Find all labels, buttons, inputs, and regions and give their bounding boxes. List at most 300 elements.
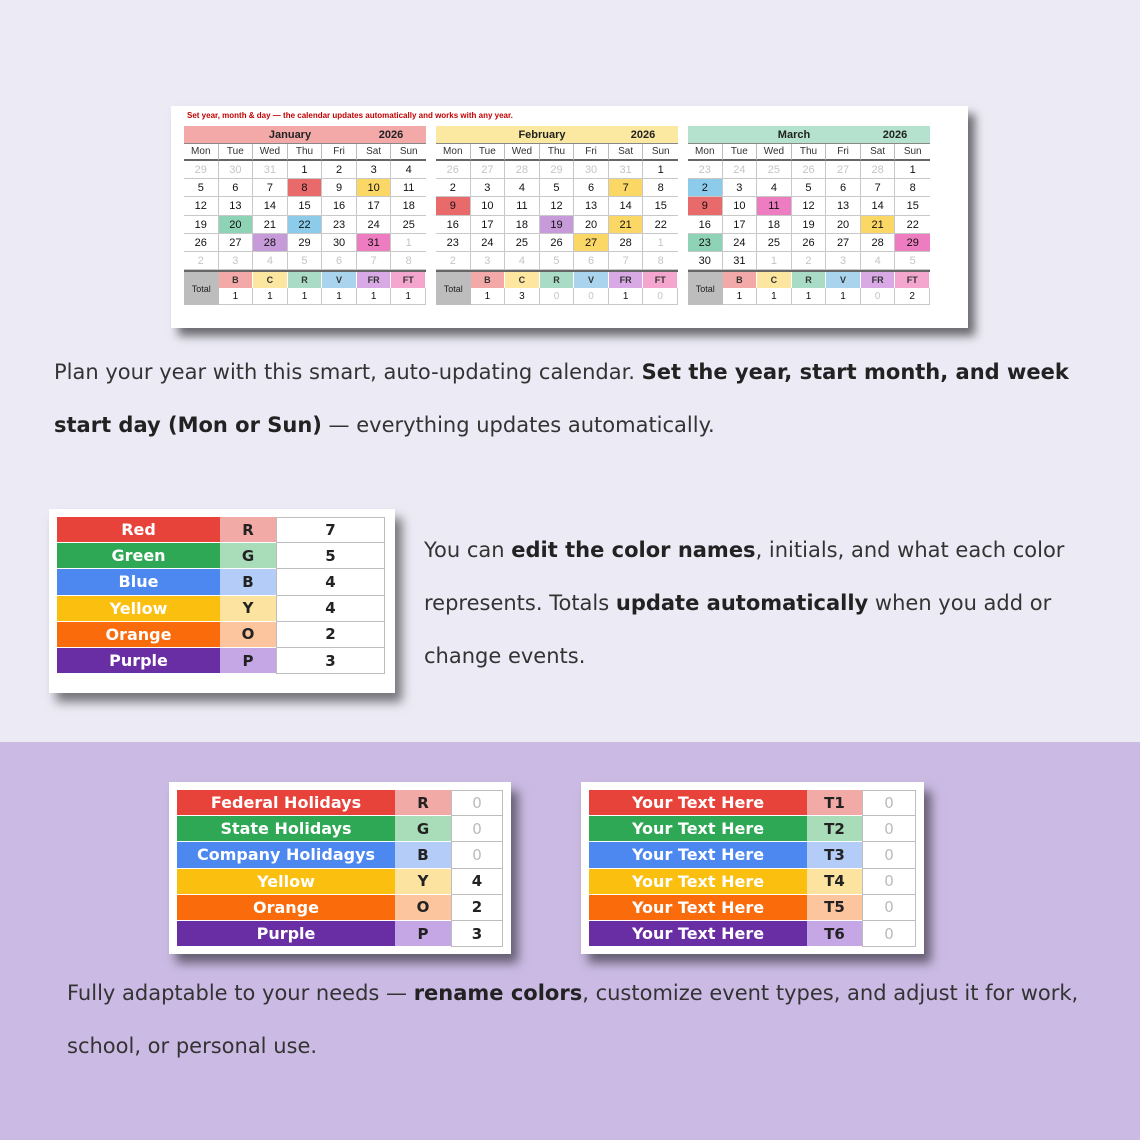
total-key: FT bbox=[391, 272, 426, 288]
week-row bbox=[436, 179, 678, 197]
legend-color-name[interactable]: Purple bbox=[177, 921, 395, 947]
day-cell[interactable]: 5 bbox=[184, 179, 219, 197]
day-cell[interactable]: 1 bbox=[643, 234, 678, 252]
legend-count: 3 bbox=[451, 921, 503, 947]
day-cell[interactable]: 15 bbox=[643, 197, 678, 215]
legend-initial[interactable]: B bbox=[395, 842, 451, 868]
total-value: 1 bbox=[322, 288, 357, 305]
day-cell[interactable]: 8 bbox=[391, 252, 426, 270]
day-cell[interactable]: 4 bbox=[391, 161, 426, 179]
day-cell[interactable]: 2 bbox=[792, 252, 827, 270]
legend-count: 0 bbox=[451, 790, 503, 816]
legend-initial[interactable]: T3 bbox=[807, 842, 862, 868]
day-cell[interactable]: 28 bbox=[861, 234, 896, 252]
day-cell[interactable]: 21 bbox=[861, 216, 896, 234]
total-value: 1 bbox=[792, 288, 827, 305]
totals-label: Total bbox=[436, 272, 471, 305]
day-cell[interactable]: 25 bbox=[757, 234, 792, 252]
weekday-label: Sun bbox=[895, 144, 930, 161]
weekday-label: Tue bbox=[219, 144, 254, 161]
legend-count: 2 bbox=[451, 895, 503, 921]
weekday-label: Sat bbox=[609, 144, 644, 161]
calendar-preview-card bbox=[171, 106, 968, 328]
legend-row bbox=[57, 622, 387, 648]
legend-row bbox=[589, 790, 916, 816]
day-cell[interactable]: 4 bbox=[861, 252, 896, 270]
total-value: 1 bbox=[723, 288, 758, 305]
day-cell[interactable]: 2 bbox=[322, 161, 357, 179]
legend-row bbox=[177, 790, 503, 816]
day-cell[interactable]: 18 bbox=[391, 197, 426, 215]
day-cell[interactable]: 8 bbox=[643, 252, 678, 270]
day-cell[interactable]: 20 bbox=[826, 216, 861, 234]
calendar-instruction-note: Set year, month & day — the calendar updates automatically and works with any year. bbox=[187, 111, 513, 120]
legend-count: 0 bbox=[451, 842, 503, 868]
day-cell[interactable]: 19 bbox=[184, 216, 219, 234]
adapt-text-bold: rename colors bbox=[413, 981, 583, 1005]
day-cell[interactable]: 6 bbox=[219, 179, 254, 197]
day-cell[interactable]: 15 bbox=[895, 197, 930, 215]
total-key: R bbox=[792, 272, 827, 288]
total-key: FT bbox=[895, 272, 930, 288]
day-cell[interactable]: 3 bbox=[219, 252, 254, 270]
legend-row bbox=[589, 816, 916, 842]
day-cell[interactable]: 26 bbox=[540, 234, 575, 252]
legend-count: 0 bbox=[862, 921, 916, 947]
day-cell[interactable]: 6 bbox=[322, 252, 357, 270]
legend-count: 4 bbox=[451, 869, 503, 895]
day-cell[interactable]: 21 bbox=[609, 216, 644, 234]
week-row bbox=[184, 252, 426, 270]
total-key: V bbox=[826, 272, 861, 288]
total-value: 1 bbox=[391, 288, 426, 305]
legend-initial[interactable]: O bbox=[395, 895, 451, 921]
day-cell[interactable]: 7 bbox=[861, 179, 896, 197]
day-cell[interactable]: 6 bbox=[826, 179, 861, 197]
day-cell[interactable]: 25 bbox=[391, 216, 426, 234]
legend-initial[interactable]: Y bbox=[220, 596, 276, 622]
total-value: 1 bbox=[757, 288, 792, 305]
day-cell[interactable]: 5 bbox=[792, 179, 827, 197]
weekday-label: Thu bbox=[792, 144, 827, 161]
legend-color-name[interactable]: Blue bbox=[57, 569, 220, 595]
total-value: 0 bbox=[643, 288, 678, 305]
color-legend-holidays bbox=[169, 782, 511, 954]
day-cell[interactable]: 14 bbox=[253, 197, 288, 215]
day-cell[interactable]: 13 bbox=[826, 197, 861, 215]
day-cell[interactable]: 4 bbox=[253, 252, 288, 270]
week-row bbox=[688, 161, 930, 179]
edit-text-bold-2: update automatically bbox=[615, 591, 869, 615]
edit-text-bold-1: edit the color names bbox=[511, 538, 756, 562]
day-cell[interactable]: 3 bbox=[723, 179, 758, 197]
legend-initial[interactable]: P bbox=[395, 921, 451, 947]
weekday-label: Thu bbox=[288, 144, 323, 161]
total-value: 1 bbox=[471, 288, 506, 305]
month-header bbox=[184, 126, 426, 144]
day-cell[interactable]: 9 bbox=[322, 179, 357, 197]
color-legend-basic bbox=[49, 509, 395, 693]
day-cell[interactable]: 20 bbox=[574, 216, 609, 234]
month-name: January bbox=[268, 128, 312, 141]
day-cell[interactable]: 24 bbox=[723, 234, 758, 252]
day-cell[interactable]: 26 bbox=[436, 161, 471, 179]
legend-row bbox=[57, 596, 387, 622]
day-cell[interactable]: 9 bbox=[436, 197, 471, 215]
week-row bbox=[688, 216, 930, 234]
month-year: 2026 bbox=[630, 128, 656, 141]
day-cell[interactable]: 10 bbox=[357, 179, 392, 197]
total-key: R bbox=[288, 272, 323, 288]
day-cell[interactable]: 29 bbox=[540, 161, 575, 179]
total-key: V bbox=[574, 272, 609, 288]
month-header bbox=[436, 126, 678, 144]
day-cell[interactable]: 1 bbox=[391, 234, 426, 252]
day-cell[interactable]: 31 bbox=[357, 234, 392, 252]
legend-initial[interactable]: O bbox=[220, 622, 276, 648]
day-cell[interactable]: 15 bbox=[288, 197, 323, 215]
day-cell[interactable]: 27 bbox=[574, 234, 609, 252]
total-key: FT bbox=[643, 272, 678, 288]
day-cell[interactable]: 11 bbox=[505, 197, 540, 215]
total-key: B bbox=[471, 272, 506, 288]
legend-count: 3 bbox=[276, 648, 385, 674]
day-cell[interactable]: 13 bbox=[574, 197, 609, 215]
day-cell[interactable]: 18 bbox=[505, 216, 540, 234]
legend-row bbox=[57, 648, 387, 674]
day-cell[interactable]: 28 bbox=[861, 161, 896, 179]
intro-text-a: Plan your year with this smart, auto-updating calendar. bbox=[54, 360, 642, 384]
day-cell[interactable]: 9 bbox=[688, 197, 723, 215]
legend-count: 4 bbox=[276, 569, 385, 595]
total-key: C bbox=[757, 272, 792, 288]
day-cell[interactable]: 29 bbox=[288, 234, 323, 252]
total-key: C bbox=[505, 272, 540, 288]
weekday-label: Sun bbox=[391, 144, 426, 161]
week-row bbox=[688, 234, 930, 252]
legend-color-name[interactable]: Your Text Here bbox=[589, 816, 807, 842]
day-cell[interactable]: 11 bbox=[757, 197, 792, 215]
day-cell[interactable]: 31 bbox=[609, 161, 644, 179]
day-cell[interactable]: 1 bbox=[643, 161, 678, 179]
day-cell[interactable]: 6 bbox=[574, 179, 609, 197]
legend-initial[interactable]: T4 bbox=[807, 869, 862, 895]
day-cell[interactable]: 5 bbox=[540, 179, 575, 197]
legend-count: 0 bbox=[451, 816, 503, 842]
weekday-label: Wed bbox=[757, 144, 792, 161]
day-cell[interactable]: 23 bbox=[688, 234, 723, 252]
day-cell[interactable]: 29 bbox=[184, 161, 219, 179]
day-cell[interactable]: 8 bbox=[643, 179, 678, 197]
legend-row bbox=[57, 569, 387, 595]
day-cell[interactable]: 7 bbox=[253, 179, 288, 197]
day-cell[interactable]: 27 bbox=[826, 161, 861, 179]
total-value: 1 bbox=[826, 288, 861, 305]
total-value: 1 bbox=[609, 288, 644, 305]
legend-color-name[interactable]: Your Text Here bbox=[589, 790, 807, 816]
legend-count: 7 bbox=[276, 517, 385, 543]
legend-color-name[interactable]: Green bbox=[57, 543, 220, 569]
edit-text-e: when you add or change events. bbox=[424, 591, 1052, 668]
legend-color-name[interactable]: Your Text Here bbox=[589, 869, 807, 895]
total-key: B bbox=[219, 272, 254, 288]
day-cell[interactable]: 12 bbox=[184, 197, 219, 215]
day-cell[interactable]: 25 bbox=[757, 161, 792, 179]
month-name: February bbox=[518, 128, 566, 141]
month-header bbox=[688, 126, 930, 144]
legend-count: 5 bbox=[276, 543, 385, 569]
day-cell[interactable]: 19 bbox=[540, 216, 575, 234]
day-cell[interactable]: 8 bbox=[288, 179, 323, 197]
legend-initial[interactable]: T6 bbox=[807, 921, 862, 947]
day-cell[interactable]: 1 bbox=[288, 161, 323, 179]
day-cell[interactable]: 28 bbox=[609, 234, 644, 252]
legend-color-name[interactable]: Company Holidagys bbox=[177, 842, 395, 868]
legend-count: 2 bbox=[276, 622, 385, 648]
edit-colors-paragraph bbox=[424, 524, 1114, 683]
weekday-header-row bbox=[436, 144, 678, 161]
day-cell[interactable]: 12 bbox=[792, 197, 827, 215]
day-cell[interactable]: 12 bbox=[540, 197, 575, 215]
legend-initial[interactable]: R bbox=[395, 790, 451, 816]
day-cell[interactable]: 28 bbox=[253, 234, 288, 252]
weekday-header-row bbox=[184, 144, 426, 161]
totals-label: Total bbox=[184, 272, 219, 305]
weekday-label: Mon bbox=[184, 144, 219, 161]
week-row bbox=[184, 161, 426, 179]
adaptable-paragraph bbox=[67, 967, 1117, 1073]
total-value: 1 bbox=[357, 288, 392, 305]
day-cell[interactable]: 2 bbox=[436, 179, 471, 197]
total-value: 1 bbox=[253, 288, 288, 305]
day-cell[interactable]: 11 bbox=[391, 179, 426, 197]
legend-row bbox=[589, 921, 916, 947]
day-cell[interactable]: 7 bbox=[609, 252, 644, 270]
legend-row bbox=[177, 895, 503, 921]
totals-label: Total bbox=[688, 272, 723, 305]
legend-color-name[interactable]: Red bbox=[57, 517, 220, 543]
week-row bbox=[184, 234, 426, 252]
weekday-label: Thu bbox=[540, 144, 575, 161]
total-key: V bbox=[322, 272, 357, 288]
day-cell[interactable]: 8 bbox=[895, 179, 930, 197]
week-row bbox=[688, 252, 930, 270]
weekday-label: Sun bbox=[643, 144, 678, 161]
day-cell[interactable]: 26 bbox=[792, 234, 827, 252]
weekday-label: Fri bbox=[322, 144, 357, 161]
legend-color-name[interactable]: Yellow bbox=[177, 869, 395, 895]
intro-text-bold: Set the year, start month, and week start day (Mon or Sun) bbox=[54, 360, 1069, 437]
day-cell[interactable]: 27 bbox=[826, 234, 861, 252]
week-row bbox=[184, 179, 426, 197]
legend-initial[interactable]: T2 bbox=[807, 816, 862, 842]
day-cell[interactable]: 25 bbox=[505, 234, 540, 252]
day-cell[interactable]: 24 bbox=[471, 234, 506, 252]
week-row bbox=[436, 161, 678, 179]
legend-color-name[interactable]: Your Text Here bbox=[589, 895, 807, 921]
day-cell[interactable]: 13 bbox=[219, 197, 254, 215]
legend-color-name[interactable]: State Holidays bbox=[177, 816, 395, 842]
total-value: 0 bbox=[861, 288, 896, 305]
weekday-label: Mon bbox=[688, 144, 723, 161]
day-cell[interactable]: 1 bbox=[757, 252, 792, 270]
weekday-label: Sat bbox=[861, 144, 896, 161]
day-cell[interactable]: 23 bbox=[436, 234, 471, 252]
legend-color-name[interactable]: Your Text Here bbox=[589, 842, 807, 868]
day-cell[interactable]: 4 bbox=[505, 252, 540, 270]
month-year: 2026 bbox=[882, 128, 908, 141]
legend-color-name[interactable]: Orange bbox=[57, 622, 220, 648]
totals-section bbox=[436, 270, 678, 305]
intro-paragraph bbox=[54, 346, 1114, 452]
month-name: March bbox=[777, 128, 811, 141]
week-row bbox=[436, 216, 678, 234]
weekday-label: Sat bbox=[357, 144, 392, 161]
weekday-label: Fri bbox=[574, 144, 609, 161]
week-row bbox=[436, 252, 678, 270]
total-value: 0 bbox=[574, 288, 609, 305]
total-value: 1 bbox=[288, 288, 323, 305]
day-cell[interactable]: 2 bbox=[436, 252, 471, 270]
weekday-label: Wed bbox=[505, 144, 540, 161]
day-cell[interactable]: 22 bbox=[895, 216, 930, 234]
weekday-label: Tue bbox=[471, 144, 506, 161]
weekday-label: Fri bbox=[826, 144, 861, 161]
day-cell[interactable]: 18 bbox=[757, 216, 792, 234]
day-cell[interactable]: 14 bbox=[609, 197, 644, 215]
day-cell[interactable]: 7 bbox=[609, 179, 644, 197]
day-cell[interactable]: 30 bbox=[574, 161, 609, 179]
day-cell[interactable]: 28 bbox=[505, 161, 540, 179]
day-cell[interactable]: 4 bbox=[505, 179, 540, 197]
day-cell[interactable]: 3 bbox=[471, 179, 506, 197]
day-cell[interactable]: 10 bbox=[723, 197, 758, 215]
color-legend-custom-text bbox=[581, 782, 924, 954]
legend-count: 0 bbox=[862, 790, 916, 816]
legend-row bbox=[177, 842, 503, 868]
total-value: 0 bbox=[540, 288, 575, 305]
legend-row bbox=[589, 895, 916, 921]
day-cell[interactable]: 2 bbox=[184, 252, 219, 270]
weekday-label: Wed bbox=[253, 144, 288, 161]
legend-row bbox=[57, 543, 387, 569]
legend-initial[interactable]: T1 bbox=[807, 790, 862, 816]
day-cell[interactable]: 22 bbox=[643, 216, 678, 234]
day-cell[interactable]: 5 bbox=[288, 252, 323, 270]
legend-color-name[interactable]: Yellow bbox=[57, 596, 220, 622]
day-cell[interactable]: 14 bbox=[861, 197, 896, 215]
day-cell[interactable]: 22 bbox=[288, 216, 323, 234]
week-row bbox=[184, 197, 426, 215]
day-cell[interactable]: 16 bbox=[436, 216, 471, 234]
day-cell[interactable]: 3 bbox=[357, 161, 392, 179]
weekday-header-row bbox=[688, 144, 930, 161]
day-cell[interactable]: 30 bbox=[688, 252, 723, 270]
day-cell[interactable]: 30 bbox=[219, 161, 254, 179]
legend-color-name[interactable]: Orange bbox=[177, 895, 395, 921]
legend-color-name[interactable]: Your Text Here bbox=[589, 921, 807, 947]
legend-count: 0 bbox=[862, 869, 916, 895]
day-cell[interactable]: 30 bbox=[322, 234, 357, 252]
day-cell[interactable]: 31 bbox=[253, 161, 288, 179]
legend-color-name[interactable]: Federal Holidays bbox=[177, 790, 395, 816]
legend-count: 0 bbox=[862, 816, 916, 842]
totals-section bbox=[184, 270, 426, 305]
day-cell[interactable]: 29 bbox=[895, 234, 930, 252]
day-cell[interactable]: 26 bbox=[184, 234, 219, 252]
legend-count: 0 bbox=[862, 842, 916, 868]
day-cell[interactable]: 23 bbox=[322, 216, 357, 234]
day-cell[interactable]: 6 bbox=[574, 252, 609, 270]
month-february bbox=[436, 126, 678, 305]
legend-initial[interactable]: Y bbox=[395, 869, 451, 895]
legend-color-name[interactable]: Purple bbox=[57, 648, 220, 674]
day-cell[interactable]: 24 bbox=[723, 161, 758, 179]
month-march bbox=[688, 126, 930, 305]
day-cell[interactable]: 10 bbox=[471, 197, 506, 215]
total-key: FR bbox=[861, 272, 896, 288]
legend-initial[interactable]: P bbox=[220, 648, 276, 674]
adapt-text-c: , customize event types, and adjust it for work, school, or personal use. bbox=[67, 981, 1079, 1058]
legend-initial[interactable]: G bbox=[395, 816, 451, 842]
day-cell[interactable]: 24 bbox=[357, 216, 392, 234]
legend-initial[interactable]: R bbox=[220, 517, 276, 543]
day-cell[interactable]: 5 bbox=[540, 252, 575, 270]
day-cell[interactable]: 4 bbox=[757, 179, 792, 197]
day-cell[interactable]: 21 bbox=[253, 216, 288, 234]
day-cell[interactable]: 26 bbox=[792, 161, 827, 179]
day-cell[interactable]: 3 bbox=[471, 252, 506, 270]
day-cell[interactable]: 1 bbox=[895, 161, 930, 179]
legend-initial[interactable]: G bbox=[220, 543, 276, 569]
week-row bbox=[688, 179, 930, 197]
week-row bbox=[688, 197, 930, 215]
day-cell[interactable]: 20 bbox=[219, 216, 254, 234]
legend-row bbox=[57, 517, 387, 543]
day-cell[interactable]: 7 bbox=[357, 252, 392, 270]
total-key: R bbox=[540, 272, 575, 288]
weekday-label: Mon bbox=[436, 144, 471, 161]
day-cell[interactable]: 31 bbox=[723, 252, 758, 270]
legend-row bbox=[589, 869, 916, 895]
day-cell[interactable]: 17 bbox=[357, 197, 392, 215]
weekday-label: Tue bbox=[723, 144, 758, 161]
legend-row bbox=[177, 816, 503, 842]
legend-row bbox=[177, 921, 503, 947]
day-cell[interactable]: 27 bbox=[219, 234, 254, 252]
day-cell[interactable]: 5 bbox=[895, 252, 930, 270]
month-january bbox=[184, 126, 426, 305]
day-cell[interactable]: 16 bbox=[322, 197, 357, 215]
week-row bbox=[436, 234, 678, 252]
legend-initial[interactable]: T5 bbox=[807, 895, 862, 921]
day-cell[interactable]: 17 bbox=[723, 216, 758, 234]
legend-initial[interactable]: B bbox=[220, 569, 276, 595]
day-cell[interactable]: 23 bbox=[688, 161, 723, 179]
total-value: 2 bbox=[895, 288, 930, 305]
month-year: 2026 bbox=[378, 128, 404, 141]
day-cell[interactable]: 16 bbox=[688, 216, 723, 234]
day-cell[interactable]: 2 bbox=[688, 179, 723, 197]
day-cell[interactable]: 19 bbox=[792, 216, 827, 234]
day-cell[interactable]: 27 bbox=[471, 161, 506, 179]
week-row bbox=[184, 216, 426, 234]
total-value: 1 bbox=[219, 288, 254, 305]
intro-text-c: — everything updates automatically. bbox=[321, 413, 715, 437]
day-cell[interactable]: 3 bbox=[826, 252, 861, 270]
totals-section bbox=[688, 270, 930, 305]
day-cell[interactable]: 17 bbox=[471, 216, 506, 234]
